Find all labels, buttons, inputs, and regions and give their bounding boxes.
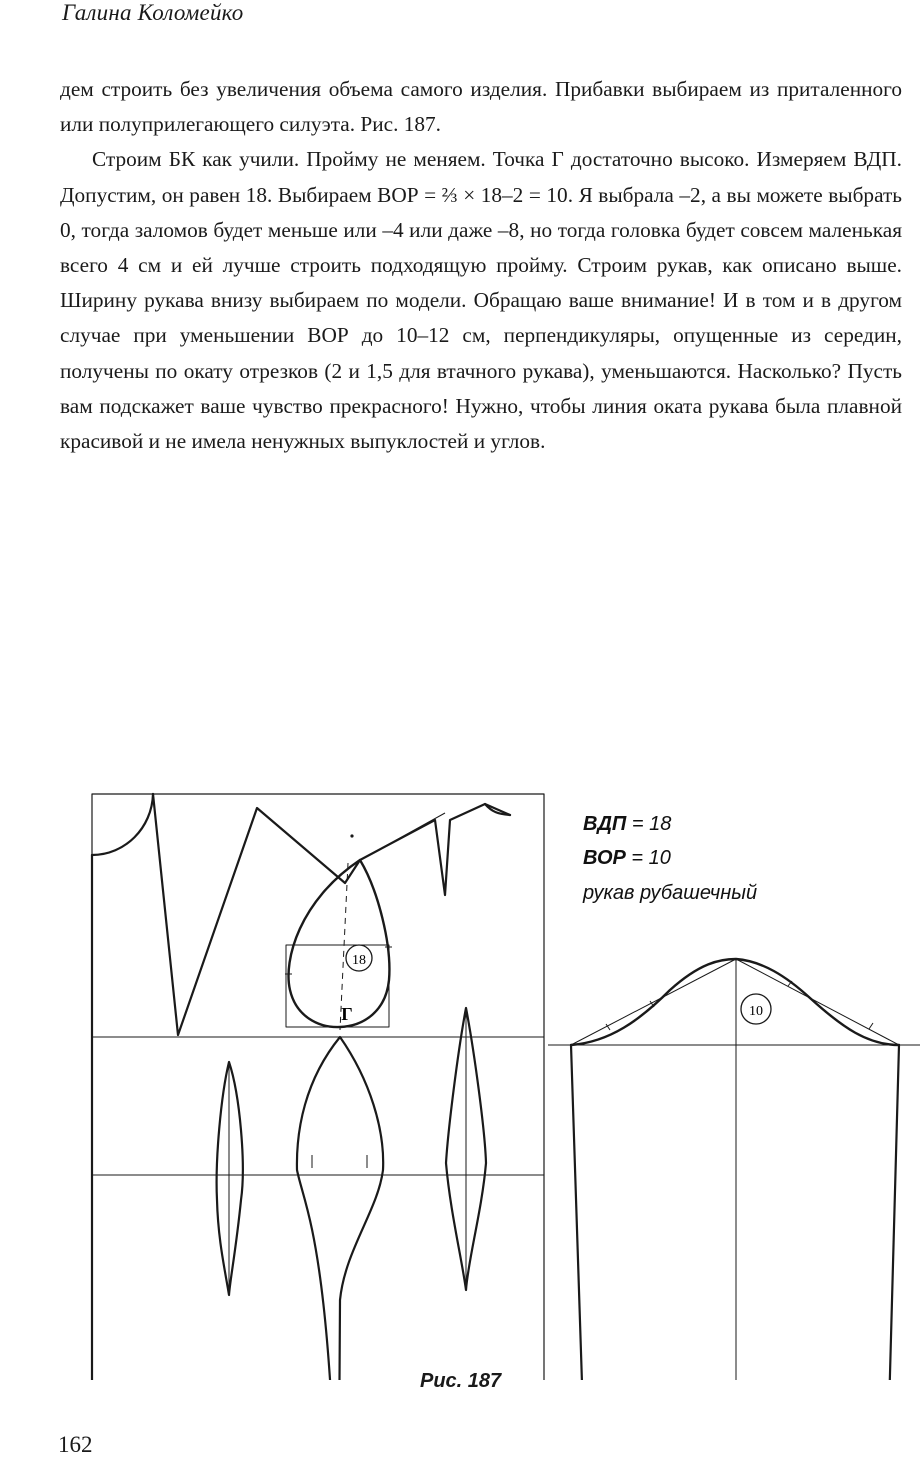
point-marker <box>350 834 353 837</box>
sleeve-outline <box>571 1045 899 1380</box>
legend-vor-label: ВОР <box>583 847 626 869</box>
legend-vdp-value: = 18 <box>631 813 672 835</box>
bodice-frame <box>92 794 544 1380</box>
paragraph: Строим БК как учили. Пройму не меняем. Точка Г достаточно высоко. Измеряем ВДП. Допустим, он равен 18. Выбираем ВОР = ⅔ × 18–2 = 10. Я выбрала –2, а вы можете выбрать 0, тогда заломов будет меньше или –4 или даже –8, но тогда головка будет совсем маленькая всего 4 см и ей лучше строить подходящую пройму. Строим рукав, как описано выше. Ширину рукава внизу выбираем по модели. Обращаю ваше внимание! И в том и в другом случае при уменьшении ВОР до 10–12 см, перпендикуляры, опущенные из середин, получены по окату отрезков (2 и 1,5 для втачного рукава), уменьшаются. Насколько? Пусть вам подскажет ваше чувство прекрасного! Нужно, чтобы линия оката рукава была плавной красивой и не имела ненужных выпуклостей и углов. <box>60 147 902 454</box>
page-number: 162 <box>58 1432 93 1457</box>
armhole-front-guide <box>360 813 445 860</box>
side-dart <box>297 1037 383 1380</box>
waist-dart-back <box>217 1062 243 1295</box>
legend-sleeve-type: рукав рубашечный <box>583 882 758 904</box>
body-text <box>60 72 902 459</box>
running-head-author: Галина Коломейко <box>62 0 244 25</box>
tick <box>869 1023 873 1029</box>
pattern-figure <box>0 780 920 1380</box>
armhole-curve <box>289 860 390 1027</box>
construction-lines <box>92 813 920 1380</box>
armhole-depth-value: 18 <box>352 953 366 968</box>
sleeve-cap-value: 10 <box>749 1004 763 1019</box>
front-shoulder-dart <box>360 804 510 895</box>
legend-vor <box>583 847 671 870</box>
point-label: Г <box>341 1004 353 1024</box>
paragraph: дем строить без увеличения объема самого изделия. Прибавки выбираем из приталенного или полуприлегающего силуэта. Рис. 187. <box>60 77 902 137</box>
back-neckline <box>92 794 153 855</box>
sleeve-chord-left <box>571 959 736 1045</box>
figure-caption: Рис. 187 <box>420 1370 502 1392</box>
pattern-drawing <box>0 780 920 1380</box>
sleeve-cap <box>571 959 899 1045</box>
back-shoulder-dart <box>153 794 360 1035</box>
legend-vdp-label: ВДП <box>583 813 627 835</box>
legend-vor-value: = 10 <box>631 847 671 869</box>
legend-vdp <box>583 813 671 836</box>
